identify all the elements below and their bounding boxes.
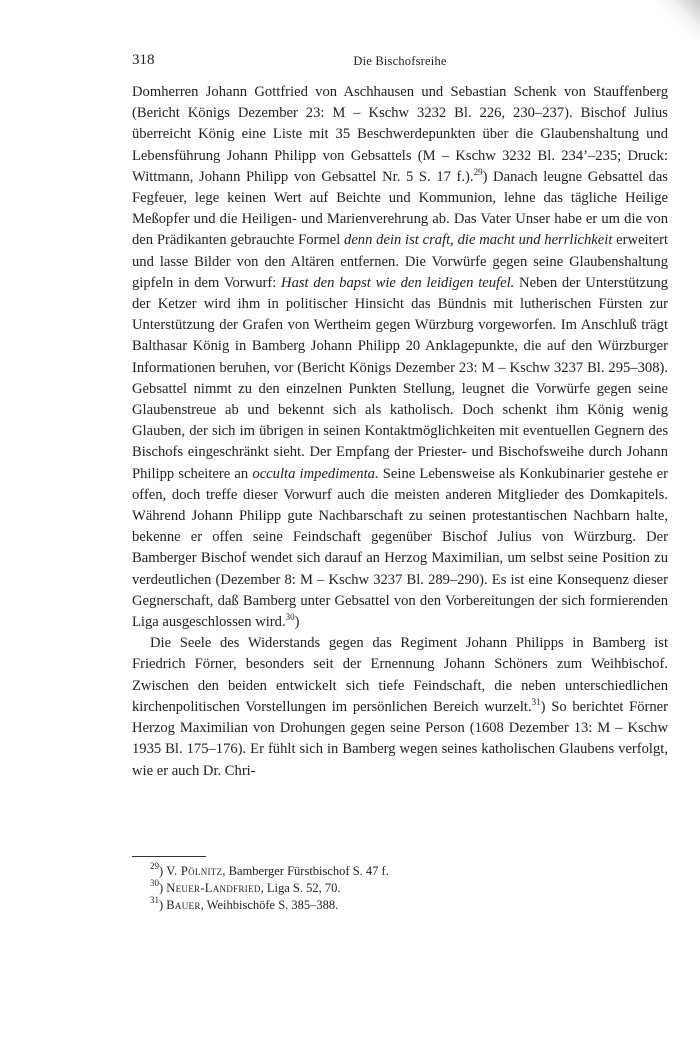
text-run: Neben der Unterstützung der Ketzer wird ihm in politischer Hinsicht das Bündnis mit lutherischen Fürsten zur Unterstützung der Grafen von Wertheim gegen Würzburg vorgeworfen. Im Anschluß trägt Balthasar König in Bamberg Johann Philipp 20 Anklagepunkte, die auf den Würzburger Informationen beruhen, vor (Bericht Königs Dezember 23: M – Kschw 3237 Bl. 295–308). Gebsattel nimmt zu den einzelnen Punkten Stellung, leugnet die Vorwürfe gegen seine Glaubenstreue ab und bekennt sich als katholisch. Doch schenkt ihm König wenig Glauben, der sich im übrigen in seinen Kontaktmöglichkeiten mit eventuellen Gegnern des Bischofs eingeschränkt sieht. Der Empfang der Priester- und Bischofsweihe durch Johann Philipp scheitere an bbox=[132, 274, 668, 482]
text-run: Seine Lebensweise als Konkubinarier gestehe er offen, doch treffe dieser Vorwurf auch die meisten anderen Mitglieder des Domkapitels. Während Johann Philipp gute Nachbarschaft zu seinen protestantischen Nachbarn halte, bekenne er offen seine Feindschaft gegenüber Bischof Julius von Würzburg. Der Bamberger Bischof wendet sich darauf an Herzog Maximilian, um selbst seine Position zu verdeutlichen (Dezember 8: M – Kschw 3237 Bl. 289–290). Es ist eine Konsequenz dieser Gegnerschaft, daß Bamberg unter Gebsattel von den Vorbereitungen der sich formierenden Liga ausgeschlossen wird. bbox=[132, 465, 668, 631]
footnote-number: 29 bbox=[150, 861, 159, 871]
footnote-divider bbox=[132, 856, 206, 857]
running-title: Die Bischofsreihe bbox=[353, 54, 447, 68]
footnote-30: $^{30}$) Neuer-Landfried, Liga S. 52, 70. bbox=[150, 878, 341, 895]
page-corner-shadow bbox=[660, 0, 700, 40]
footnote-ref-30: 30 bbox=[285, 612, 295, 623]
footnotes bbox=[150, 863, 650, 914]
footnote-ref-29: 29 bbox=[473, 166, 483, 177]
text-run: ) Danach leugne Gebsattel das Fegfeuer, lege keinen Wert auf Beichte und Kommunion, lehne das tägliche Heilige Meßopfer und die Heiligen- und Marienverehrung ab. Das Vater Unser habe er um die von den Prädikanten gebrauchte Formel bbox=[132, 168, 668, 249]
main-text bbox=[132, 82, 668, 782]
footnote-text: , Liga S. 52, 70. bbox=[260, 881, 341, 895]
text-run: erweitert und lasse Bilder von den Altären entfernen. Die Vorwürfe gegen seine Glaubenshaltung gipfeln in dem Vorwurf: bbox=[132, 232, 668, 291]
footnote-author: Bauer bbox=[166, 898, 201, 912]
paragraph-1 bbox=[132, 82, 668, 633]
paragraph-2 bbox=[132, 633, 668, 781]
footnote-author: V. Pölnitz bbox=[166, 864, 223, 878]
italic-quote: denn dein ist craft, die macht und herrlichkeit bbox=[344, 232, 613, 249]
footnote-ref-31: 31 bbox=[531, 696, 541, 707]
text-run: Die Seele des Widerstands gegen das Regiment Johann Philipps in Bamberg ist Friedrich Förner, besonders seit der Ernennung Johann Schöners zum Weihbischof. Zwischen den beiden entwickelt sich tiefe Feindschaft, die neben unterschiedlichen kirchenpolitischen Vorstellungen im persönlichen Bereich wurzelt. bbox=[132, 635, 668, 715]
text-run: ) So berichtet Förner Herzog Maximilian von Drohungen gegen seine Person (1608 Dezember 13: M – Kschw 1935 Bl. 175–176). Er fühlt sich in Bamberg wegen seines katholischen Glaubens verfolgt, wie er auch Dr. Chri- bbox=[132, 698, 668, 779]
footnote-number: 30 bbox=[150, 878, 159, 888]
footnote-number: 31 bbox=[150, 895, 159, 905]
page-number: 318 bbox=[132, 52, 155, 68]
footnote-31: $^{31}$) Bauer, Weihbischöfe S. 385–388. bbox=[150, 895, 339, 912]
footnote-29: $^{29}$) V. Pölnitz, Bamberger Fürstbischof S. 47 f. bbox=[150, 861, 389, 878]
italic-quote: Hast den bapst wie den leidigen teufel. bbox=[281, 274, 515, 291]
italic-quote: occulta impedimenta. bbox=[252, 465, 379, 482]
footnote-text: , Bamberger Fürstbischof S. 47 f. bbox=[222, 864, 389, 878]
footnote-author: Neuer-Landfried bbox=[166, 881, 261, 895]
footnote-text: , Weihbischöfe S. 385–388. bbox=[200, 898, 339, 912]
text-run: ) bbox=[294, 614, 300, 631]
text-run: Domherren Johann Gottfried von Aschhausen und Sebastian Schenk von Stauffenberg (Bericht Königs Dezember 23: M – Kschw 3232 Bl. 226, 230–237). Bischof Julius überreicht König eine Liste mit 35 Beschwerdepunkten über die Glaubenshaltung und Lebensführung Johann Philipp von Gebsattels (M – Kschw 3232 Bl. 234’–235; Druck: Wittmann, Johann Philipp von Gebsattel Nr. 5 S. 17 f.). bbox=[132, 84, 668, 185]
page-header bbox=[132, 52, 668, 72]
